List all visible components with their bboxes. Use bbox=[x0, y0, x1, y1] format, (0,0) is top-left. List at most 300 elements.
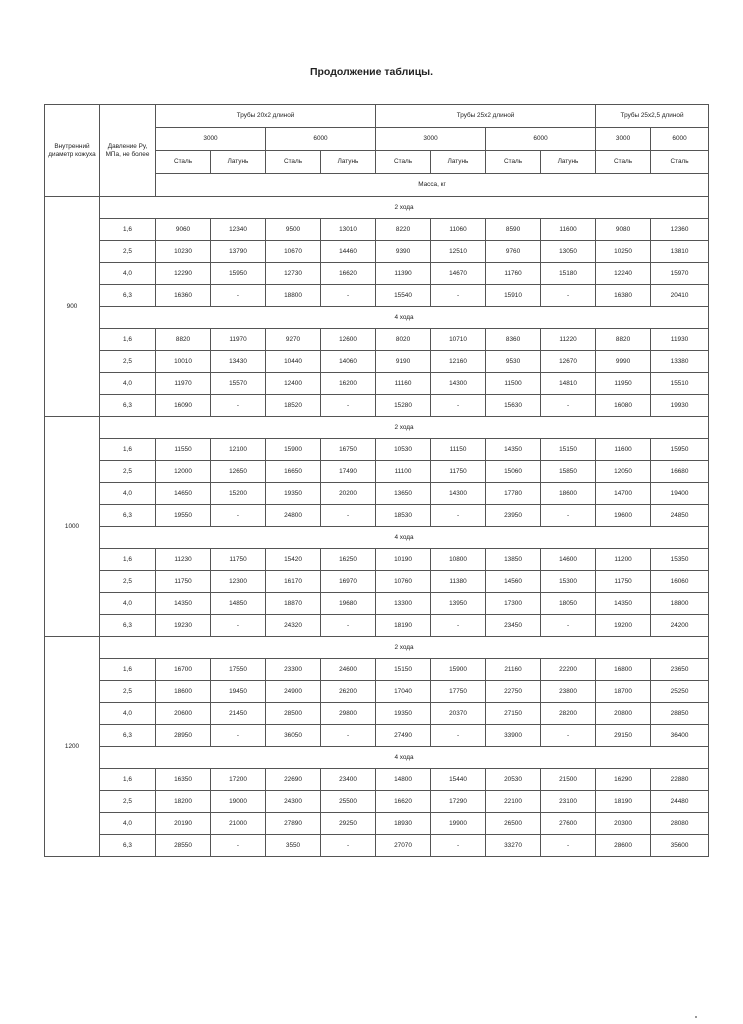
mass-cell: 11220 bbox=[541, 329, 596, 351]
mass-cell: 18530 bbox=[376, 505, 431, 527]
mass-cell: 9500 bbox=[266, 219, 321, 241]
mass-cell: 15910 bbox=[486, 285, 541, 307]
passes-label: 2 хода bbox=[100, 637, 709, 659]
mass-cell: 18600 bbox=[156, 681, 211, 703]
mass-cell: 14670 bbox=[431, 263, 486, 285]
mass-cell: 18190 bbox=[376, 615, 431, 637]
mass-cell: 20800 bbox=[596, 703, 651, 725]
mass-cell: 19680 bbox=[321, 593, 376, 615]
pressure-cell: 2,5 bbox=[100, 791, 156, 813]
mass-cell: 10670 bbox=[266, 241, 321, 263]
mass-cell: 11750 bbox=[211, 549, 266, 571]
mass-cell: 19600 bbox=[596, 505, 651, 527]
mass-cell: 16090 bbox=[156, 395, 211, 417]
table-row bbox=[45, 395, 709, 417]
header-length: 6000 bbox=[266, 128, 376, 151]
mass-cell: 9530 bbox=[486, 351, 541, 373]
passes-label: 4 хода bbox=[100, 307, 709, 329]
mass-cell: 8360 bbox=[486, 329, 541, 351]
mass-cell: 17200 bbox=[211, 769, 266, 791]
mass-cell: 9060 bbox=[156, 219, 211, 241]
mass-cell: 10760 bbox=[376, 571, 431, 593]
mass-cell: 3550 bbox=[266, 835, 321, 857]
table-row bbox=[45, 219, 709, 241]
mass-cell: 12240 bbox=[596, 263, 651, 285]
pressure-cell: 4,0 bbox=[100, 373, 156, 395]
header-material: Латунь bbox=[541, 151, 596, 174]
mass-cell: 28500 bbox=[266, 703, 321, 725]
table-row bbox=[45, 769, 709, 791]
mass-cell: 12360 bbox=[651, 219, 709, 241]
mass-cell: 20530 bbox=[486, 769, 541, 791]
mass-cell: 28950 bbox=[156, 725, 211, 747]
mass-cell: 23300 bbox=[266, 659, 321, 681]
mass-cell: 17550 bbox=[211, 659, 266, 681]
mass-cell: - bbox=[541, 615, 596, 637]
pressure-cell: 2,5 bbox=[100, 461, 156, 483]
pressure-cell: 4,0 bbox=[100, 483, 156, 505]
mass-cell: 15510 bbox=[651, 373, 709, 395]
mass-cell: 19200 bbox=[596, 615, 651, 637]
table-row bbox=[45, 439, 709, 461]
mass-cell: 11970 bbox=[156, 373, 211, 395]
mass-cell: 20410 bbox=[651, 285, 709, 307]
mass-cell: 8820 bbox=[596, 329, 651, 351]
mass-cell: 14300 bbox=[431, 373, 486, 395]
mass-cell: 16700 bbox=[156, 659, 211, 681]
mass-cell: 14850 bbox=[211, 593, 266, 615]
mass-table bbox=[44, 104, 709, 857]
pressure-cell: 2,5 bbox=[100, 681, 156, 703]
header-group-25x2: Трубы 25х2 длиной bbox=[376, 105, 596, 128]
mass-cell: 15350 bbox=[651, 549, 709, 571]
pressure-cell: 6,3 bbox=[100, 505, 156, 527]
mass-cell: 13650 bbox=[376, 483, 431, 505]
mass-cell: 18600 bbox=[541, 483, 596, 505]
table-row bbox=[45, 505, 709, 527]
mass-cell: 11100 bbox=[376, 461, 431, 483]
header-group-20x2: Трубы 20х2 длиной bbox=[156, 105, 376, 128]
mass-cell: 33900 bbox=[486, 725, 541, 747]
mass-cell: - bbox=[431, 395, 486, 417]
mass-cell: 27070 bbox=[376, 835, 431, 857]
mass-cell: 16680 bbox=[651, 461, 709, 483]
pressure-cell: 4,0 bbox=[100, 263, 156, 285]
mass-cell: 14060 bbox=[321, 351, 376, 373]
pressure-cell: 1,6 bbox=[100, 659, 156, 681]
diameter-cell: 900 bbox=[45, 197, 100, 417]
table-row bbox=[45, 835, 709, 857]
mass-cell: 15280 bbox=[376, 395, 431, 417]
mass-cell: - bbox=[321, 725, 376, 747]
mass-cell: 10440 bbox=[266, 351, 321, 373]
mass-cell: 9760 bbox=[486, 241, 541, 263]
pressure-cell: 2,5 bbox=[100, 351, 156, 373]
mass-cell: 14300 bbox=[431, 483, 486, 505]
mass-cell: - bbox=[431, 615, 486, 637]
table-row bbox=[45, 241, 709, 263]
passes-label: 4 хода bbox=[100, 527, 709, 549]
mass-cell: 24850 bbox=[651, 505, 709, 527]
mass-cell: 12300 bbox=[211, 571, 266, 593]
mass-cell: 20300 bbox=[596, 813, 651, 835]
mass-cell: 29150 bbox=[596, 725, 651, 747]
mass-cell: 20190 bbox=[156, 813, 211, 835]
mass-cell: 33270 bbox=[486, 835, 541, 857]
mass-cell: 12730 bbox=[266, 263, 321, 285]
mass-cell: - bbox=[431, 835, 486, 857]
mass-cell: 21000 bbox=[211, 813, 266, 835]
mass-cell: 16170 bbox=[266, 571, 321, 593]
table-row bbox=[45, 571, 709, 593]
mass-cell: - bbox=[211, 835, 266, 857]
mass-cell: 11600 bbox=[596, 439, 651, 461]
header-group-25x2-5: Трубы 25х2,5 длиной bbox=[596, 105, 709, 128]
mass-cell: 14560 bbox=[486, 571, 541, 593]
header-material: Латунь bbox=[431, 151, 486, 174]
table-row bbox=[45, 263, 709, 285]
table-row bbox=[45, 703, 709, 725]
mass-cell: 12100 bbox=[211, 439, 266, 461]
mass-cell: 23100 bbox=[541, 791, 596, 813]
mass-cell: 10710 bbox=[431, 329, 486, 351]
mass-cell: 18800 bbox=[651, 593, 709, 615]
mass-cell: 36050 bbox=[266, 725, 321, 747]
mass-cell: 15150 bbox=[541, 439, 596, 461]
mass-cell: 11200 bbox=[596, 549, 651, 571]
mass-cell: 10250 bbox=[596, 241, 651, 263]
mass-cell: 13950 bbox=[431, 593, 486, 615]
mass-cell: 15440 bbox=[431, 769, 486, 791]
mass-cell: 26200 bbox=[321, 681, 376, 703]
pressure-cell: 1,6 bbox=[100, 329, 156, 351]
mass-cell: 10230 bbox=[156, 241, 211, 263]
table-row bbox=[45, 615, 709, 637]
mass-cell: 13300 bbox=[376, 593, 431, 615]
diameter-cell: 1000 bbox=[45, 417, 100, 637]
mass-cell: 16750 bbox=[321, 439, 376, 461]
mass-cell: - bbox=[431, 505, 486, 527]
mass-cell: 22750 bbox=[486, 681, 541, 703]
table-row bbox=[45, 791, 709, 813]
header-length: 6000 bbox=[651, 128, 709, 151]
header-mass-unit: Масса, кг bbox=[156, 174, 709, 197]
mass-cell: 15970 bbox=[651, 263, 709, 285]
mass-cell: 18520 bbox=[266, 395, 321, 417]
mass-cell: 11160 bbox=[376, 373, 431, 395]
mass-cell: 15630 bbox=[486, 395, 541, 417]
mass-cell: - bbox=[321, 285, 376, 307]
mass-cell: 13850 bbox=[486, 549, 541, 571]
mass-cell: 12600 bbox=[321, 329, 376, 351]
mass-cell: 11150 bbox=[431, 439, 486, 461]
header-material: Сталь bbox=[486, 151, 541, 174]
mass-cell: 18200 bbox=[156, 791, 211, 813]
pressure-cell: 6,3 bbox=[100, 615, 156, 637]
table-row bbox=[45, 351, 709, 373]
mass-cell: 11060 bbox=[431, 219, 486, 241]
mass-cell: 20600 bbox=[156, 703, 211, 725]
mass-cell: 17750 bbox=[431, 681, 486, 703]
mass-cell: - bbox=[211, 725, 266, 747]
mass-cell: - bbox=[541, 505, 596, 527]
mass-cell: 24800 bbox=[266, 505, 321, 527]
pressure-cell: 4,0 bbox=[100, 813, 156, 835]
mass-cell: 9080 bbox=[596, 219, 651, 241]
mass-cell: 16080 bbox=[596, 395, 651, 417]
mass-cell: 11760 bbox=[486, 263, 541, 285]
table-row bbox=[45, 593, 709, 615]
mass-cell: 14800 bbox=[376, 769, 431, 791]
table-row bbox=[45, 681, 709, 703]
table-row bbox=[45, 329, 709, 351]
mass-cell: 18190 bbox=[596, 791, 651, 813]
mass-cell: 8820 bbox=[156, 329, 211, 351]
header-length: 3000 bbox=[376, 128, 486, 151]
mass-cell: 15540 bbox=[376, 285, 431, 307]
mass-cell: 15420 bbox=[266, 549, 321, 571]
mass-cell: 13430 bbox=[211, 351, 266, 373]
mass-cell: 11390 bbox=[376, 263, 431, 285]
mass-cell: 27890 bbox=[266, 813, 321, 835]
mass-cell: 22200 bbox=[541, 659, 596, 681]
mass-cell: 8020 bbox=[376, 329, 431, 351]
mass-cell: 22880 bbox=[651, 769, 709, 791]
mass-cell: 19550 bbox=[156, 505, 211, 527]
mass-cell: 10800 bbox=[431, 549, 486, 571]
header-material: Латунь bbox=[321, 151, 376, 174]
mass-cell: 36400 bbox=[651, 725, 709, 747]
mass-cell: 12510 bbox=[431, 241, 486, 263]
table-row bbox=[45, 285, 709, 307]
mass-cell: 11750 bbox=[596, 571, 651, 593]
pressure-cell: 1,6 bbox=[100, 549, 156, 571]
passes-label: 4 хода bbox=[100, 747, 709, 769]
mass-cell: 22100 bbox=[486, 791, 541, 813]
mass-cell: 14350 bbox=[596, 593, 651, 615]
mass-cell: 11930 bbox=[651, 329, 709, 351]
mass-cell: 15950 bbox=[651, 439, 709, 461]
mass-cell: 11750 bbox=[156, 571, 211, 593]
header-inner-diameter: Внутренний диаметр кожуха bbox=[45, 105, 100, 197]
mass-cell: 11380 bbox=[431, 571, 486, 593]
mass-cell: - bbox=[321, 395, 376, 417]
mass-cell: - bbox=[211, 505, 266, 527]
mass-cell: 11600 bbox=[541, 219, 596, 241]
mass-cell: 11500 bbox=[486, 373, 541, 395]
mass-cell: 28850 bbox=[651, 703, 709, 725]
mass-cell: 13010 bbox=[321, 219, 376, 241]
mass-cell: 29250 bbox=[321, 813, 376, 835]
mass-cell: 14350 bbox=[156, 593, 211, 615]
page-speck bbox=[695, 1016, 697, 1018]
mass-cell: - bbox=[541, 725, 596, 747]
header-length: 3000 bbox=[596, 128, 651, 151]
table-row bbox=[45, 813, 709, 835]
mass-cell: 15850 bbox=[541, 461, 596, 483]
mass-cell: 15060 bbox=[486, 461, 541, 483]
mass-cell: 12050 bbox=[596, 461, 651, 483]
mass-cell: 11950 bbox=[596, 373, 651, 395]
mass-cell: 13810 bbox=[651, 241, 709, 263]
mass-cell: 24900 bbox=[266, 681, 321, 703]
mass-cell: 19350 bbox=[376, 703, 431, 725]
mass-cell: 20370 bbox=[431, 703, 486, 725]
mass-cell: 9190 bbox=[376, 351, 431, 373]
mass-cell: - bbox=[211, 285, 266, 307]
mass-cell: 19350 bbox=[266, 483, 321, 505]
header-material: Латунь bbox=[211, 151, 266, 174]
pressure-cell: 1,6 bbox=[100, 769, 156, 791]
mass-cell: - bbox=[211, 615, 266, 637]
mass-cell: 24300 bbox=[266, 791, 321, 813]
mass-cell: 13790 bbox=[211, 241, 266, 263]
mass-cell: 24320 bbox=[266, 615, 321, 637]
mass-cell: - bbox=[321, 835, 376, 857]
mass-cell: 12340 bbox=[211, 219, 266, 241]
mass-cell: 16250 bbox=[321, 549, 376, 571]
mass-cell: 19000 bbox=[211, 791, 266, 813]
header-material: Сталь bbox=[376, 151, 431, 174]
mass-cell: 23450 bbox=[486, 615, 541, 637]
mass-cell: 12160 bbox=[431, 351, 486, 373]
mass-cell: - bbox=[431, 285, 486, 307]
mass-cell: 25500 bbox=[321, 791, 376, 813]
header-length: 3000 bbox=[156, 128, 266, 151]
mass-cell: 11230 bbox=[156, 549, 211, 571]
mass-cell: 16380 bbox=[596, 285, 651, 307]
mass-cell: 14810 bbox=[541, 373, 596, 395]
mass-cell: 18930 bbox=[376, 813, 431, 835]
mass-cell: 17290 bbox=[431, 791, 486, 813]
mass-cell: 11750 bbox=[431, 461, 486, 483]
mass-cell: 26500 bbox=[486, 813, 541, 835]
mass-cell: 24600 bbox=[321, 659, 376, 681]
pressure-cell: 6,3 bbox=[100, 725, 156, 747]
mass-cell: 14650 bbox=[156, 483, 211, 505]
table-row bbox=[45, 725, 709, 747]
mass-cell: 23800 bbox=[541, 681, 596, 703]
passes-label: 2 хода bbox=[100, 197, 709, 219]
pressure-cell: 4,0 bbox=[100, 593, 156, 615]
mass-cell: 28080 bbox=[651, 813, 709, 835]
mass-cell: 17490 bbox=[321, 461, 376, 483]
mass-cell: 27600 bbox=[541, 813, 596, 835]
mass-cell: 16620 bbox=[321, 263, 376, 285]
passes-label: 2 хода bbox=[100, 417, 709, 439]
mass-cell: 21160 bbox=[486, 659, 541, 681]
pressure-cell: 6,3 bbox=[100, 835, 156, 857]
mass-cell: 14350 bbox=[486, 439, 541, 461]
mass-cell: - bbox=[541, 835, 596, 857]
mass-cell: 18870 bbox=[266, 593, 321, 615]
diameter-cell: 1200 bbox=[45, 637, 100, 857]
mass-cell: 28600 bbox=[596, 835, 651, 857]
mass-cell: 27490 bbox=[376, 725, 431, 747]
mass-cell: 14600 bbox=[541, 549, 596, 571]
mass-cell: 16620 bbox=[376, 791, 431, 813]
mass-cell: 17300 bbox=[486, 593, 541, 615]
header-material: Сталь bbox=[651, 151, 709, 174]
header-material: Сталь bbox=[156, 151, 211, 174]
mass-cell: 15150 bbox=[376, 659, 431, 681]
header-material: Сталь bbox=[596, 151, 651, 174]
mass-cell: 19230 bbox=[156, 615, 211, 637]
mass-cell: 16800 bbox=[596, 659, 651, 681]
mass-cell: 18050 bbox=[541, 593, 596, 615]
mass-cell: 17040 bbox=[376, 681, 431, 703]
mass-cell: 10190 bbox=[376, 549, 431, 571]
header-material: Сталь bbox=[266, 151, 321, 174]
pressure-cell: 6,3 bbox=[100, 285, 156, 307]
mass-cell: 19900 bbox=[431, 813, 486, 835]
mass-cell: 15900 bbox=[431, 659, 486, 681]
mass-cell: 9270 bbox=[266, 329, 321, 351]
mass-cell: 21450 bbox=[211, 703, 266, 725]
mass-cell: 28200 bbox=[541, 703, 596, 725]
mass-cell: 15180 bbox=[541, 263, 596, 285]
mass-cell: 16970 bbox=[321, 571, 376, 593]
mass-cell: 20200 bbox=[321, 483, 376, 505]
mass-cell: 16360 bbox=[156, 285, 211, 307]
pressure-cell: 4,0 bbox=[100, 703, 156, 725]
mass-cell: 16650 bbox=[266, 461, 321, 483]
mass-cell: 16060 bbox=[651, 571, 709, 593]
mass-cell: 10010 bbox=[156, 351, 211, 373]
mass-cell: 29800 bbox=[321, 703, 376, 725]
mass-cell: 15300 bbox=[541, 571, 596, 593]
mass-cell: 22690 bbox=[266, 769, 321, 791]
mass-cell: 19400 bbox=[651, 483, 709, 505]
mass-cell: 24480 bbox=[651, 791, 709, 813]
mass-cell: 12670 bbox=[541, 351, 596, 373]
mass-cell: 15200 bbox=[211, 483, 266, 505]
mass-cell: 11970 bbox=[211, 329, 266, 351]
mass-cell: 14700 bbox=[596, 483, 651, 505]
mass-cell: 23650 bbox=[651, 659, 709, 681]
mass-cell: 23400 bbox=[321, 769, 376, 791]
mass-cell: 12290 bbox=[156, 263, 211, 285]
mass-cell: 12400 bbox=[266, 373, 321, 395]
pressure-cell: 6,3 bbox=[100, 395, 156, 417]
mass-cell: 17780 bbox=[486, 483, 541, 505]
mass-cell: 19930 bbox=[651, 395, 709, 417]
mass-cell: 15900 bbox=[266, 439, 321, 461]
mass-cell: - bbox=[321, 615, 376, 637]
mass-cell: - bbox=[541, 285, 596, 307]
page-title: Продолжение таблицы. bbox=[309, 66, 434, 78]
mass-cell: 13050 bbox=[541, 241, 596, 263]
mass-cell: 18700 bbox=[596, 681, 651, 703]
mass-cell: 23950 bbox=[486, 505, 541, 527]
mass-cell: 16200 bbox=[321, 373, 376, 395]
table-row bbox=[45, 373, 709, 395]
mass-cell: 13380 bbox=[651, 351, 709, 373]
mass-cell: 18800 bbox=[266, 285, 321, 307]
table-row bbox=[45, 549, 709, 571]
header-length: 6000 bbox=[486, 128, 596, 151]
mass-cell: 14460 bbox=[321, 241, 376, 263]
mass-cell: - bbox=[211, 395, 266, 417]
mass-cell: 24200 bbox=[651, 615, 709, 637]
table-row bbox=[45, 483, 709, 505]
mass-cell: 27150 bbox=[486, 703, 541, 725]
mass-cell: 11550 bbox=[156, 439, 211, 461]
mass-cell: - bbox=[321, 505, 376, 527]
mass-cell: - bbox=[541, 395, 596, 417]
mass-cell: 16350 bbox=[156, 769, 211, 791]
pressure-cell: 2,5 bbox=[100, 241, 156, 263]
